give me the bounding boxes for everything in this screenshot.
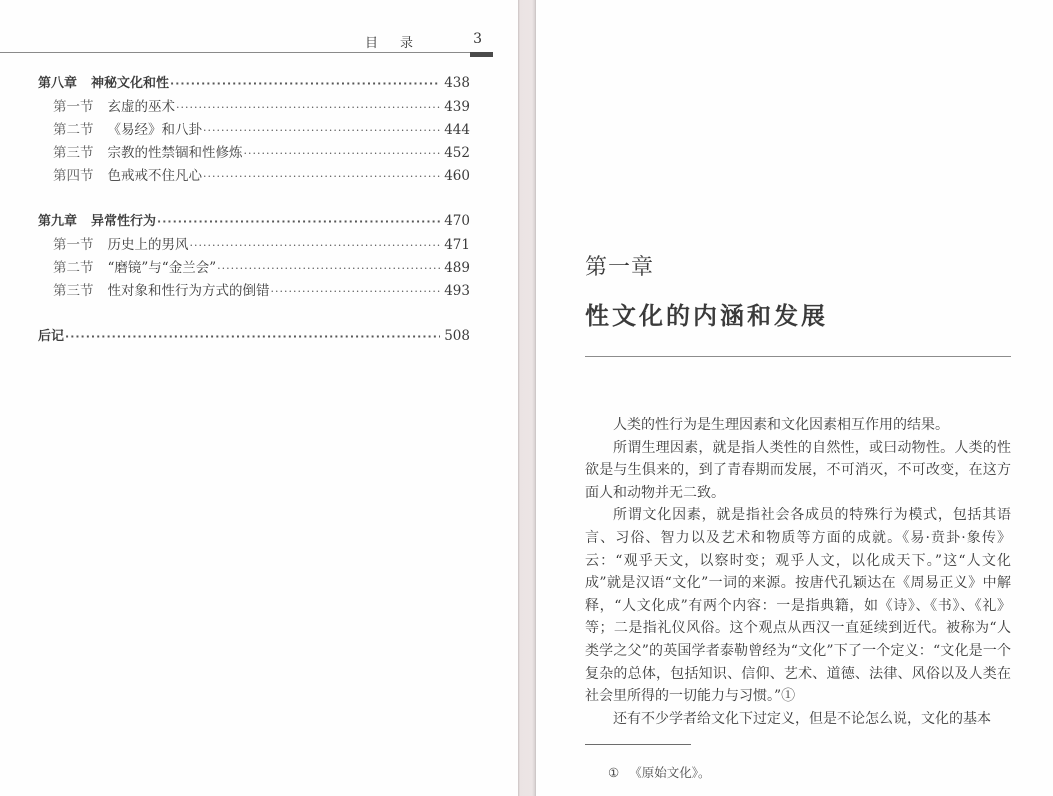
chapter-rule	[585, 356, 1011, 357]
toc-page-number: 438	[444, 75, 470, 91]
footnote	[608, 763, 710, 781]
paragraph: 人类的性行为是生理因素和文化因素相互作用的结果。	[613, 417, 949, 433]
dot-leader	[65, 330, 440, 343]
book-gutter	[518, 0, 536, 796]
toc-page-number: 489	[444, 260, 470, 276]
dot-leader	[203, 124, 440, 137]
footnote-mark: ①	[608, 765, 620, 780]
toc-entry-title: 《易经》和八卦	[107, 122, 202, 138]
toc-page-number: 493	[444, 283, 470, 299]
toc-chapter-number: 第九章	[38, 214, 78, 229]
dot-leader	[157, 215, 440, 228]
chapter-number: 第一章	[585, 255, 655, 280]
dot-leader	[271, 285, 441, 298]
toc-page-number: 452	[444, 145, 470, 161]
dot-leader	[203, 170, 440, 183]
toc-page-number: 444	[444, 122, 470, 138]
toc-page-number: 471	[444, 237, 470, 253]
toc-entry-section[interactable]	[0, 233, 470, 253]
dot-leader	[170, 77, 440, 90]
toc-section-number: 第二节	[53, 122, 94, 138]
toc-entry-chapter-8[interactable]	[0, 72, 470, 92]
dot-leader	[176, 101, 440, 114]
dot-leader	[190, 239, 441, 252]
toc-section-number: 第三节	[53, 145, 94, 161]
toc-entry-title: 玄虚的巫术	[107, 99, 175, 115]
page-number: 3	[473, 31, 482, 47]
toc-section-number: 第一节	[53, 237, 94, 253]
toc-entry-title: “磨镜”与“金兰会”	[107, 260, 217, 276]
dot-leader	[217, 262, 440, 275]
toc-section-number: 第四节	[53, 168, 94, 184]
toc-section-number: 第三节	[53, 283, 94, 299]
toc-entry-title: 神秘文化和性	[91, 76, 170, 91]
paragraph: 还有不少学者给文化下过定义，但是不论怎么说，文化的基本	[613, 710, 991, 727]
toc-page-number: 508	[444, 328, 470, 344]
paragraph: 所谓文化因素，就是指社会各成员的特殊行为模式，包括其语言、习俗、智力以及艺术和物质等方面的成就。《易·贲卦·象传》云：“观乎天文，以察时变；观乎人文，以化成天下。”这“人文化成”就是汉语“文化”一词的来源。按唐代孔颖达在《周易正义》中解释，“人文化成”有两个内容：一是指典籍，如《诗》、《书》、《礼》等；二是指礼仪风俗。这个观点从西汉一直延续到近代。被称为“人类学之父”的英国学者泰勒曾经为“文化”下了一个定义：“文化是一个复杂的总体，包括知识、信仰、艺术、道德、法律、风俗以及人类在社会里所得的一切能力与习惯。”①	[585, 507, 1011, 705]
toc-entry-chapter-9[interactable]	[0, 210, 470, 230]
toc-entry-title: 历史上的男风	[107, 237, 189, 253]
toc-entry-afterword[interactable]	[0, 325, 470, 345]
toc-entry-title: 色戒戒不住凡心	[107, 168, 202, 184]
toc-section-number: 第一节	[53, 99, 94, 115]
chapter-title: 性文化的内涵和发展	[585, 302, 828, 330]
toc-entry-title: 后记	[38, 329, 65, 344]
toc-entry-title: 异常性行为	[91, 214, 157, 229]
footnote-rule	[585, 744, 691, 745]
dot-leader	[244, 147, 441, 160]
toc-entry-section[interactable]	[0, 141, 470, 161]
toc-entry-section[interactable]	[0, 164, 470, 184]
toc-section-number: 第二节	[53, 260, 94, 276]
paragraph: 所谓生理因素，就是指人类性的自然性，或曰动物性。人类的性欲是与生俱来的，到了青春期而发展，不可消灭，不可改变，在这方面人和动物并无二致。	[585, 439, 1011, 501]
toc-page-number: 460	[444, 168, 470, 184]
toc-entry-title: 宗教的性禁锢和性修炼	[107, 145, 243, 161]
footnote-text: 《原始文化》。	[629, 765, 711, 780]
toc-page-number: 439	[444, 99, 470, 115]
toc-entry-section[interactable]	[0, 95, 470, 115]
running-header	[0, 30, 493, 52]
header-rule	[0, 52, 493, 53]
body-text	[585, 414, 1011, 730]
running-header-title: 目录	[364, 36, 435, 51]
toc-entry-section[interactable]	[0, 279, 470, 299]
toc-entry-section[interactable]	[0, 118, 470, 138]
toc-entry-section[interactable]	[0, 256, 470, 276]
toc-page-number: 470	[444, 213, 470, 229]
toc-chapter-number: 第八章	[38, 76, 78, 91]
header-page-marker	[470, 52, 493, 57]
toc-entry-title: 性对象和性行为方式的倒错	[107, 283, 270, 299]
